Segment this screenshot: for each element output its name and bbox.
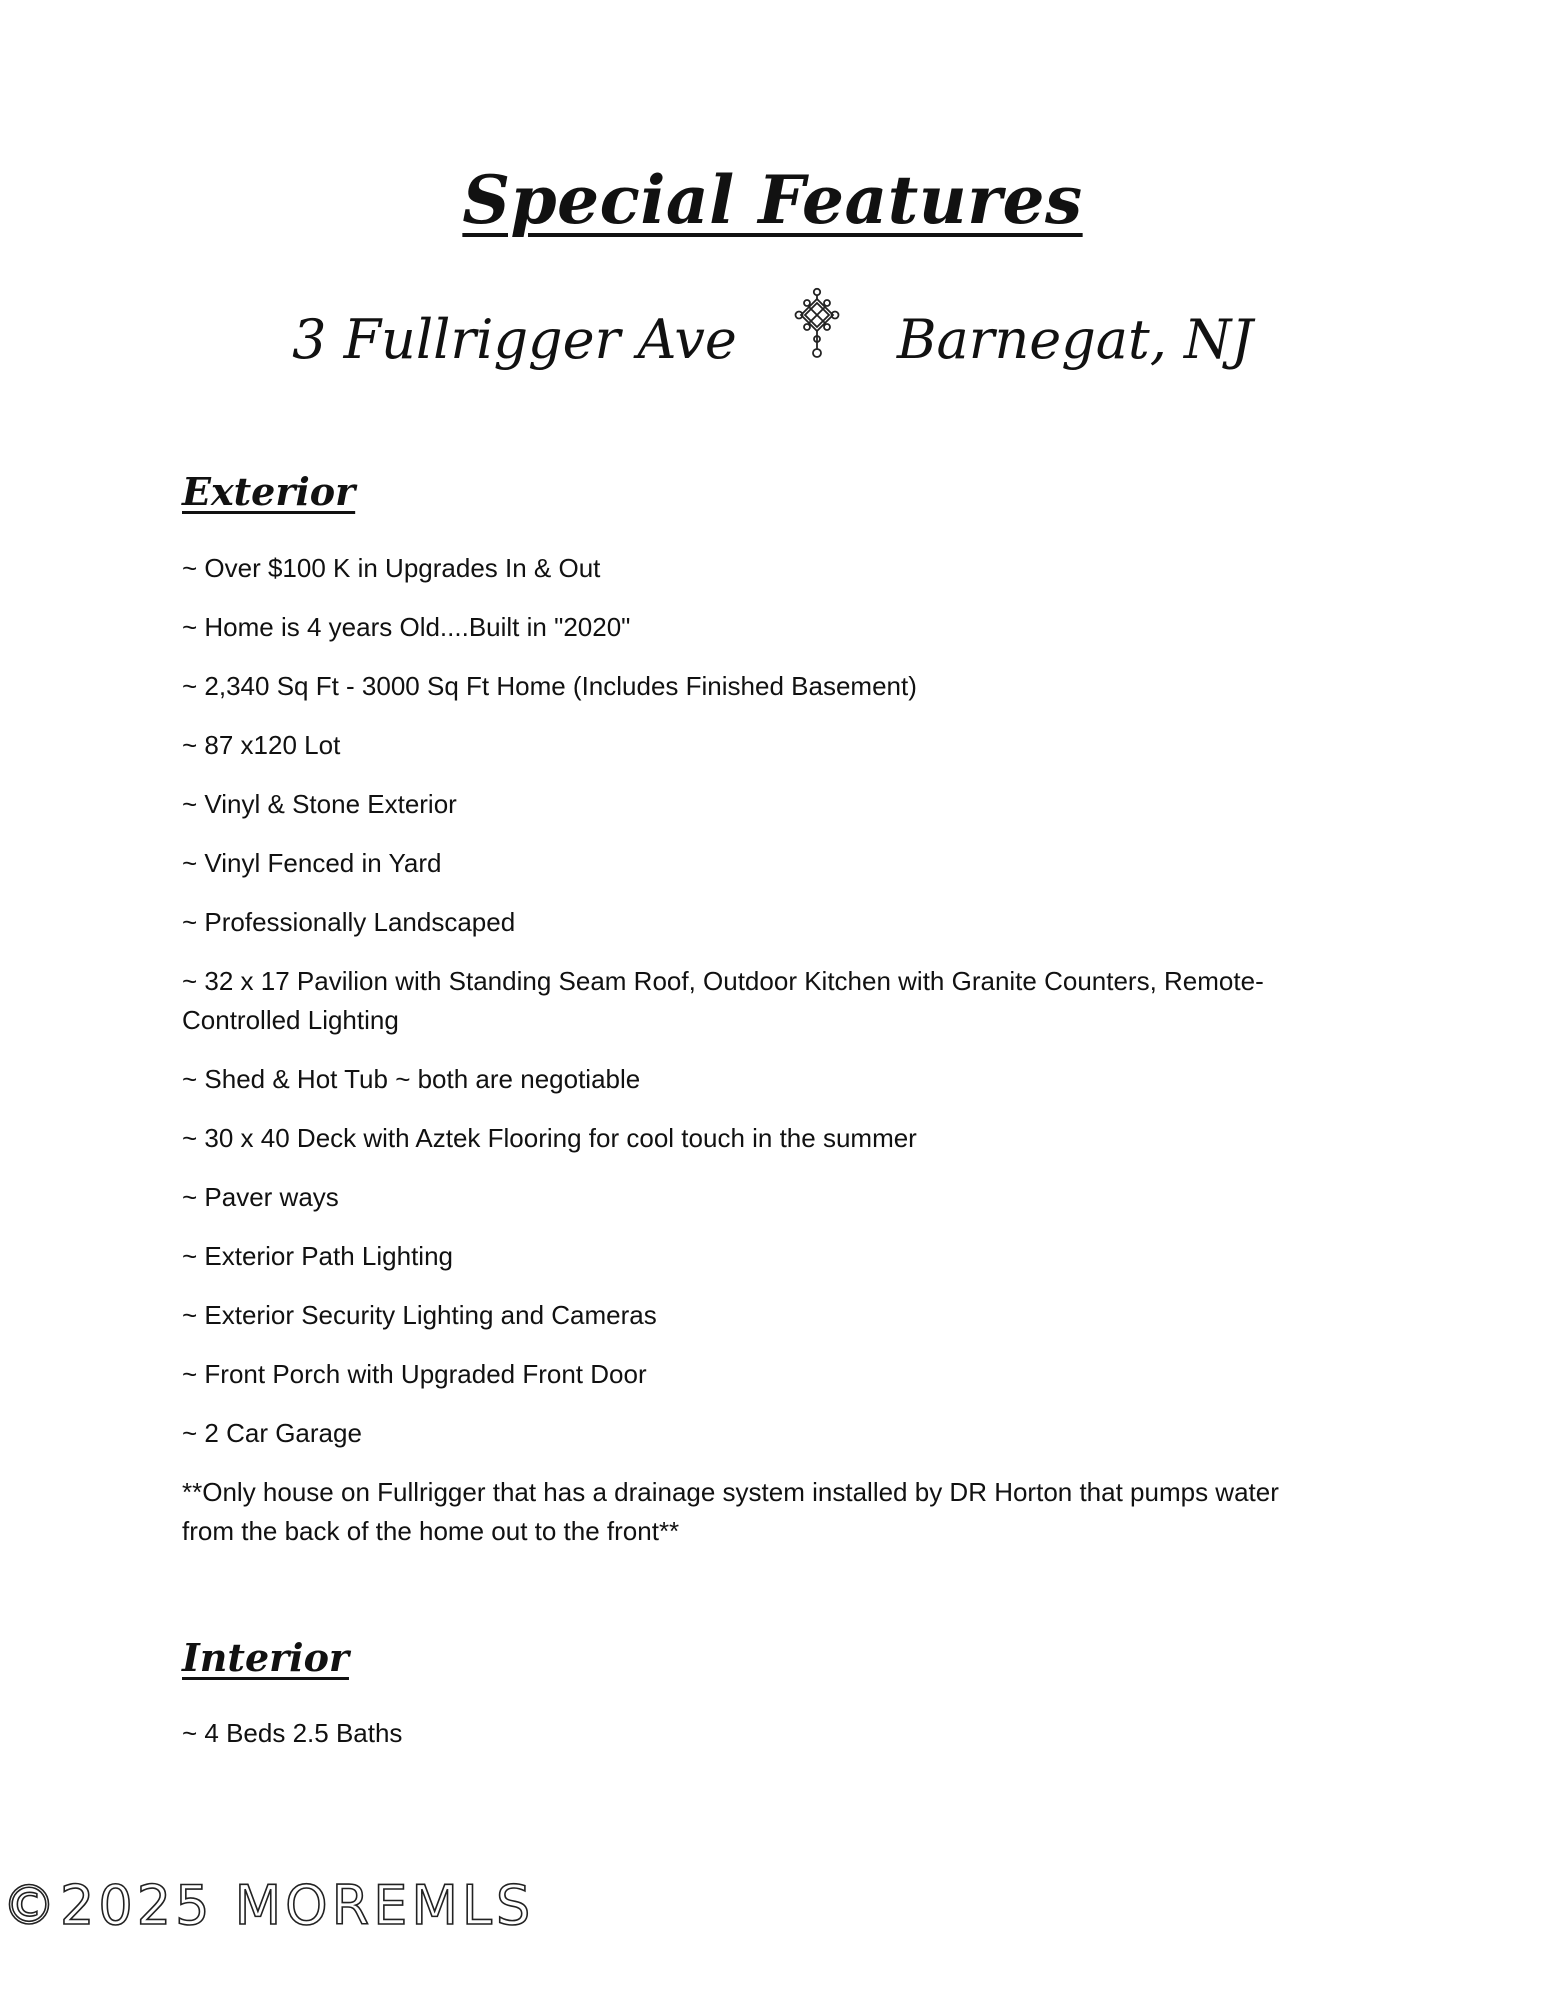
- list-item: **Only house on Fullrigger that has a drainage system installed by DR Horton that pumps water from the back of the home out to the front**: [182, 1477, 1279, 1546]
- list-item: ~ 2 Car Garage: [182, 1418, 362, 1448]
- list-item: ~ Vinyl & Stone Exterior: [182, 789, 457, 819]
- page-title: Special Features: [462, 161, 1083, 239]
- exterior-feature-list: [182, 549, 1332, 1571]
- list-item: ~ Paver ways: [182, 1182, 339, 1212]
- list-item: ~ 4 Beds 2.5 Baths: [182, 1718, 403, 1748]
- list-item: ~ Shed & Hot Tub ~ both are negotiable: [182, 1064, 641, 1094]
- list-item: ~ 32 x 17 Pavilion with Standing Seam Roof, Outdoor Kitchen with Granite Counters, Remote-Controlled Lighting: [182, 966, 1264, 1035]
- list-item: ~ Home is 4 years Old....Built in "2020": [182, 612, 631, 642]
- address-street: 3 Fullrigger Ave: [292, 308, 737, 371]
- list-item: ~ 87 x120 Lot: [182, 730, 341, 760]
- list-item: ~ Vinyl Fenced in Yard: [182, 848, 442, 878]
- exterior-heading: Exterior: [182, 469, 356, 514]
- watermark: ©2025 MOREMLS: [2, 1874, 535, 1937]
- address-line: [0, 290, 1545, 390]
- list-item: ~ Front Porch with Upgraded Front Door: [182, 1359, 647, 1389]
- list-item: ~ Exterior Security Lighting and Cameras: [182, 1300, 657, 1330]
- list-item: ~ Exterior Path Lighting: [182, 1241, 453, 1271]
- interior-heading: Interior: [182, 1635, 349, 1680]
- celtic-knot-icon: [789, 287, 845, 363]
- list-item: ~ Professionally Landscaped: [182, 907, 516, 937]
- list-item: ~ 2,340 Sq Ft - 3000 Sq Ft Home (Includes Finished Basement): [182, 671, 917, 701]
- address-city: Barnegat, NJ: [896, 308, 1253, 371]
- list-item: ~ Over $100 K in Upgrades In & Out: [182, 553, 601, 583]
- list-item: ~ 30 x 40 Deck with Aztek Flooring for cool touch in the summer: [182, 1123, 917, 1153]
- interior-feature-list: [182, 1714, 1332, 1773]
